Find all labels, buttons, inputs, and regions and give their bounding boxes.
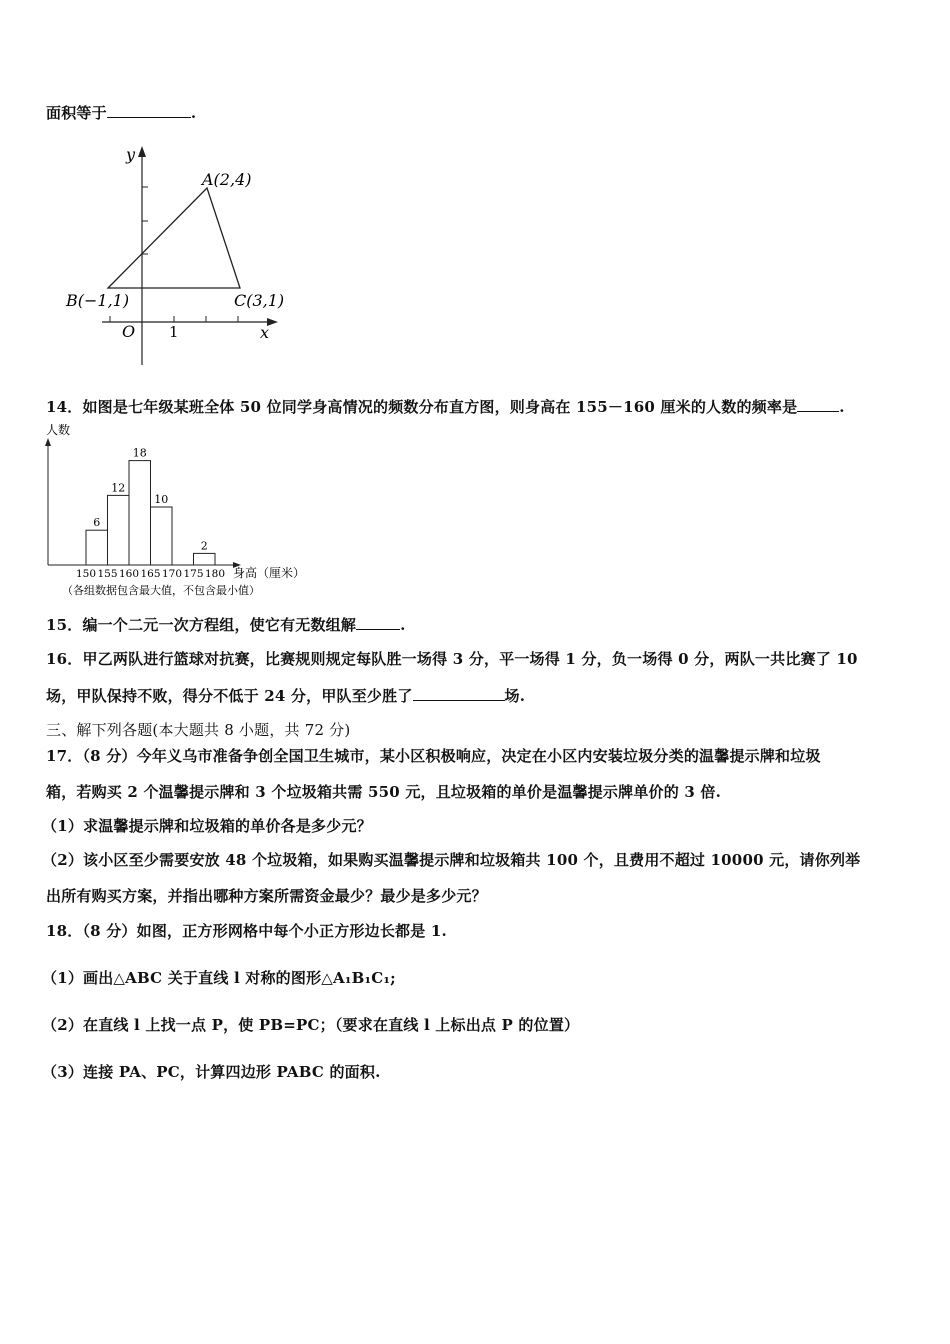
question-14: 14．如图是七年级某班全体 50 位同学身高情况的频数分布直方图，则身高在 155－160 厘米的人数的频率是 . [46, 398, 845, 416]
question-17-line1: 17．（8 分）今年义乌市准备争创全国卫生城市，某小区积极响应，决定在小区内安装垃圾分类的温馨提示牌和垃圾 [46, 747, 821, 765]
answer-blank-13[interactable] [107, 103, 191, 118]
label-point-a: A(2,4) [202, 170, 252, 189]
label-origin: O [122, 322, 136, 341]
triangle-figure [62, 140, 302, 375]
histogram-tick-label: 180 [204, 568, 226, 580]
triangle-abc [108, 188, 240, 288]
chart-ylabel: 人数 [46, 423, 71, 437]
question-18-part3: （3）连接 PA、PC，计算四边形 PABC 的面积. [42, 1063, 381, 1081]
histogram-value-label: 12 [111, 481, 126, 495]
histogram-value-label: 2 [200, 539, 208, 553]
histogram-tick-label: 165 [140, 568, 161, 580]
histogram-value-label: 10 [154, 493, 169, 506]
height-histogram [40, 420, 320, 602]
section-3-heading: 三、解下列各题(本大题共 8 小题，共 72 分) [46, 721, 351, 739]
histogram-value-label: 6 [93, 516, 101, 530]
label-point-b: B(−1,1) [66, 291, 130, 310]
histogram-tick-label: 170 [161, 568, 183, 580]
question-15: 15．编一个二元一次方程组，使它有无数组解 . [46, 616, 406, 634]
label-one: 1 [169, 323, 179, 341]
answer-blank-16[interactable] [413, 686, 505, 701]
chart-xlabel: 身高（厘米） [233, 566, 306, 580]
histogram-tick-label: 150 [75, 568, 97, 580]
answer-blank-14[interactable] [797, 397, 839, 412]
chart-y-arrow-icon [45, 438, 51, 446]
y-axis-arrow-icon [138, 146, 146, 157]
question-18-part2: （2）在直线 l 上找一点 P，使 PB=PC；（要求在直线 l 上标出点 P 的位置） [42, 1016, 580, 1034]
histogram-value-label: 18 [132, 446, 147, 460]
chart-note: （各组数据包含最大值，不包含最小值） [62, 584, 260, 597]
histogram-bar-175-180 [194, 553, 216, 565]
histogram-bar-160-165 [129, 461, 151, 565]
label-x: x [260, 323, 270, 342]
question-17-part1: （1）求温馨提示牌和垃圾箱的单价各是多少元？ [42, 817, 372, 835]
label-point-c: C(3,1) [234, 291, 285, 310]
question-16-line2: 场，甲队保持不败，得分不低于 24 分，甲队至少胜了 场. [46, 687, 526, 705]
question-17-part2-line2: 出所有购买方案，并指出哪种方案所需资金最少？最少是多少元？ [46, 887, 487, 905]
label-y: y [126, 145, 136, 164]
histogram-tick-label: 155 [97, 568, 118, 580]
histogram-tick-label: 175 [183, 568, 204, 580]
answer-blank-15[interactable] [356, 615, 400, 630]
question-18-part1: （1）画出△ABC 关于直线 l 对称的图形△A₁B₁C₁; [42, 969, 396, 987]
question-18-line1: 18．（8 分）如图，正方形网格中每个小正方形边长都是 1. [46, 922, 447, 940]
question-17-line2: 箱，若购买 2 个温馨提示牌和 3 个垃圾箱共需 550 元，且垃圾箱的单价是温馨提示牌单价的 3 倍. [46, 783, 722, 801]
question-17-part2-line1: （2）该小区至少需要安放 48 个垃圾箱，如果购买温馨提示牌和垃圾箱共 100 个，且费用不超过 10000 元，请你列举 [42, 851, 861, 869]
histogram-bar-165-170 [151, 507, 173, 565]
q13-tail: 面积等于 . [46, 104, 197, 122]
histogram-bar-150-155 [86, 530, 108, 565]
question-16-line1: 16．甲乙两队进行篮球对抗赛，比赛规则规定每队胜一场得 3 分，平一场得 1 分，负一场得 0 分，两队一共比赛了 10 [46, 650, 858, 668]
histogram-bar-155-160 [108, 495, 130, 565]
histogram-tick-label: 160 [118, 568, 140, 580]
